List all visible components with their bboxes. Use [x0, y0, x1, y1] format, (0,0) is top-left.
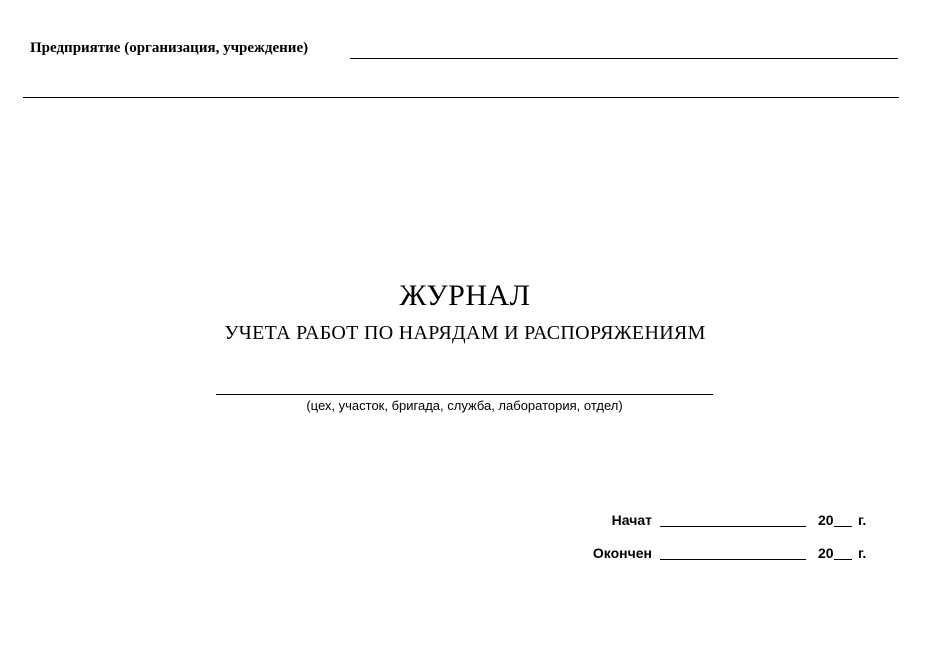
- organization-field-line[interactable]: [350, 58, 898, 59]
- end-date-label: Окончен: [592, 545, 652, 561]
- end-year-prefix: 20: [818, 545, 834, 561]
- organization-label: Предприятие (организация, учреждение): [30, 40, 309, 56]
- department-caption: (цех, участок, бригада, служба, лаборатория, отдел): [306, 398, 623, 413]
- document-title: ЖУРНАЛ: [399, 279, 531, 312]
- start-date-label: Начат: [611, 512, 652, 528]
- end-year-suffix: г.: [858, 545, 867, 561]
- start-year-field-line[interactable]: [834, 526, 852, 527]
- organization-field-line-2[interactable]: [23, 97, 899, 98]
- start-date-field-line[interactable]: [660, 526, 806, 527]
- department-field-line[interactable]: [216, 394, 713, 395]
- end-date-field-line[interactable]: [660, 559, 806, 560]
- start-year-suffix: г.: [858, 512, 867, 528]
- start-year-prefix: 20: [818, 512, 834, 528]
- end-year-field-line[interactable]: [834, 559, 852, 560]
- document-subtitle: УЧЕТА РАБОТ ПО НАРЯДАМ И РАСПОРЯЖЕНИЯМ: [224, 322, 706, 344]
